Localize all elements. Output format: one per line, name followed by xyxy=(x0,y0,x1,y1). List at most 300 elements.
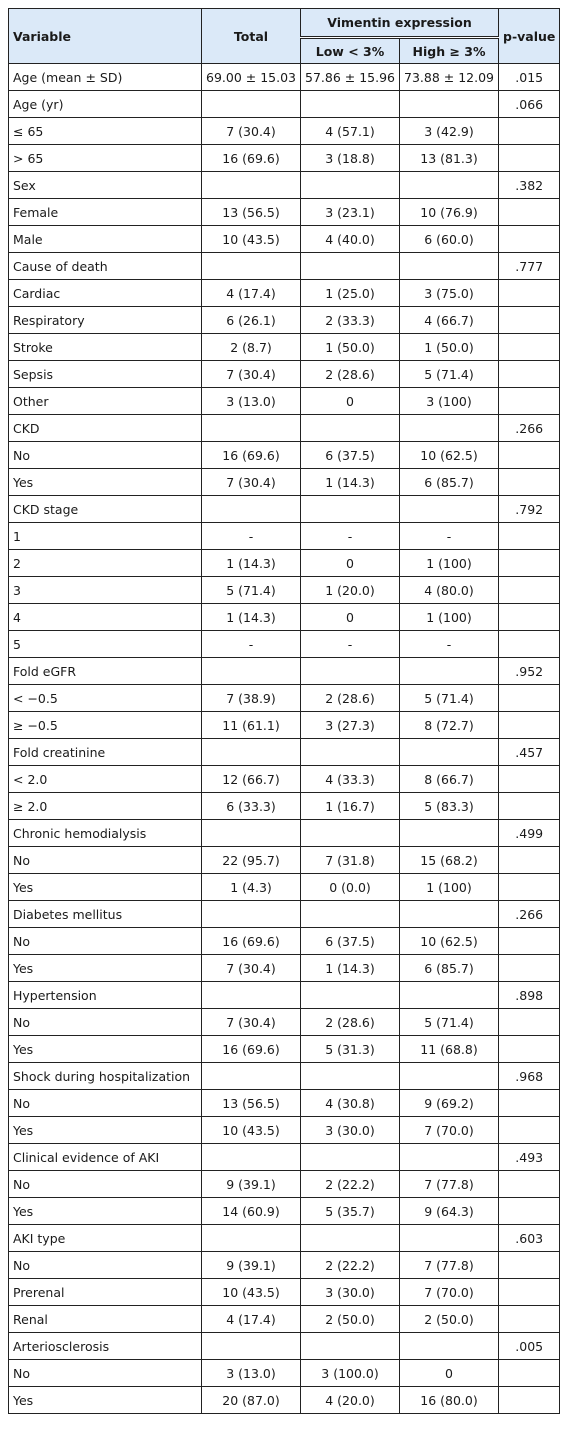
cell-low xyxy=(301,739,400,766)
cell-p-value xyxy=(499,928,560,955)
table-row xyxy=(9,550,560,577)
table-row xyxy=(9,928,560,955)
cell-low: 1 (50.0) xyxy=(301,334,400,361)
cell-low: 2 (22.2) xyxy=(301,1171,400,1198)
cell-total xyxy=(202,1333,301,1360)
cell-p-value xyxy=(499,226,560,253)
cell-high: 9 (69.2) xyxy=(400,1090,499,1117)
header-low: Low < 3% xyxy=(301,38,400,64)
table-row xyxy=(9,469,560,496)
cell-p-value xyxy=(499,1252,560,1279)
table-row xyxy=(9,1333,560,1360)
cell-p-value xyxy=(499,631,560,658)
cell-p-value xyxy=(499,1360,560,1387)
cell-total: 14 (60.9) xyxy=(202,1198,301,1225)
cell-p-value xyxy=(499,1306,560,1333)
cell-total: 10 (43.5) xyxy=(202,1279,301,1306)
cell-total: 16 (69.6) xyxy=(202,928,301,955)
cell-low: 4 (20.0) xyxy=(301,1387,400,1414)
cell-total: 10 (43.5) xyxy=(202,226,301,253)
header-vimentin-expression: Vimentin expression xyxy=(301,9,499,38)
cell-high: 3 (75.0) xyxy=(400,280,499,307)
cell-low: 4 (30.8) xyxy=(301,1090,400,1117)
cell-p-value xyxy=(499,766,560,793)
cell-low: 6 (37.5) xyxy=(301,928,400,955)
cell-low: 1 (16.7) xyxy=(301,793,400,820)
cell-high: 8 (66.7) xyxy=(400,766,499,793)
cell-p-value: .777 xyxy=(499,253,560,280)
cell-p-value: .952 xyxy=(499,658,560,685)
cell-low: - xyxy=(301,631,400,658)
cell-variable: Hypertension xyxy=(9,982,202,1009)
table-row xyxy=(9,955,560,982)
cell-high: 2 (50.0) xyxy=(400,1306,499,1333)
cell-p-value xyxy=(499,847,560,874)
cell-high xyxy=(400,982,499,1009)
cell-variable: No xyxy=(9,847,202,874)
table-row xyxy=(9,604,560,631)
cell-total: 7 (30.4) xyxy=(202,955,301,982)
cell-variable: Male xyxy=(9,226,202,253)
cell-low: 6 (37.5) xyxy=(301,442,400,469)
table-row xyxy=(9,874,560,901)
header-total: Total xyxy=(202,9,301,64)
cell-high: 1 (50.0) xyxy=(400,334,499,361)
cell-low: 0 xyxy=(301,388,400,415)
cell-total: 16 (69.6) xyxy=(202,442,301,469)
cell-high: 8 (72.7) xyxy=(400,712,499,739)
cell-p-value xyxy=(499,685,560,712)
cell-total: 4 (17.4) xyxy=(202,1306,301,1333)
cell-variable: Shock during hospitalization xyxy=(9,1063,202,1090)
cell-low: 1 (14.3) xyxy=(301,469,400,496)
cell-high: 3 (42.9) xyxy=(400,118,499,145)
cell-p-value xyxy=(499,1279,560,1306)
cell-variable: Yes xyxy=(9,955,202,982)
cell-p-value: .266 xyxy=(499,415,560,442)
cell-high: 6 (85.7) xyxy=(400,955,499,982)
cell-p-value: .015 xyxy=(499,64,560,91)
table-row xyxy=(9,118,560,145)
cell-variable: Clinical evidence of AKI xyxy=(9,1144,202,1171)
cell-high: 6 (85.7) xyxy=(400,469,499,496)
cell-variable: Diabetes mellitus xyxy=(9,901,202,928)
cell-low: - xyxy=(301,523,400,550)
table-row xyxy=(9,1117,560,1144)
cell-low: 2 (28.6) xyxy=(301,361,400,388)
cell-low xyxy=(301,1333,400,1360)
cell-low: 2 (28.6) xyxy=(301,685,400,712)
table-row xyxy=(9,658,560,685)
cell-total: 11 (61.1) xyxy=(202,712,301,739)
cell-high xyxy=(400,1333,499,1360)
table-row xyxy=(9,199,560,226)
cell-low: 0 xyxy=(301,604,400,631)
table-row xyxy=(9,631,560,658)
cell-variable: Yes xyxy=(9,469,202,496)
cell-variable: Arteriosclerosis xyxy=(9,1333,202,1360)
cell-high: 11 (68.8) xyxy=(400,1036,499,1063)
cell-total: 2 (8.7) xyxy=(202,334,301,361)
cell-total xyxy=(202,253,301,280)
cell-p-value xyxy=(499,307,560,334)
cell-p-value xyxy=(499,442,560,469)
cell-p-value xyxy=(499,874,560,901)
cell-variable: Fold eGFR xyxy=(9,658,202,685)
header-high: High ≥ 3% xyxy=(400,38,499,64)
cell-total xyxy=(202,91,301,118)
cell-high: 5 (83.3) xyxy=(400,793,499,820)
cell-high: 7 (77.8) xyxy=(400,1171,499,1198)
cell-p-value: .005 xyxy=(499,1333,560,1360)
cell-low: 2 (22.2) xyxy=(301,1252,400,1279)
table-row xyxy=(9,1387,560,1414)
header-p-value: p-value xyxy=(499,9,560,64)
cell-variable: Age (yr) xyxy=(9,91,202,118)
cell-low: 7 (31.8) xyxy=(301,847,400,874)
cell-low xyxy=(301,91,400,118)
cell-high: 0 xyxy=(400,1360,499,1387)
cell-low xyxy=(301,901,400,928)
cell-high: 9 (64.3) xyxy=(400,1198,499,1225)
table-row xyxy=(9,766,560,793)
cell-p-value xyxy=(499,199,560,226)
table-row xyxy=(9,712,560,739)
cell-low: 5 (31.3) xyxy=(301,1036,400,1063)
cell-variable: Cause of death xyxy=(9,253,202,280)
header-variable: Variable xyxy=(9,9,202,64)
cell-low: 0 xyxy=(301,550,400,577)
cell-high: 16 (80.0) xyxy=(400,1387,499,1414)
cell-high: 7 (77.8) xyxy=(400,1252,499,1279)
cell-p-value: .457 xyxy=(499,739,560,766)
cell-high xyxy=(400,91,499,118)
cell-high xyxy=(400,820,499,847)
cell-variable: No xyxy=(9,928,202,955)
cell-low: 3 (30.0) xyxy=(301,1117,400,1144)
cell-total: 12 (66.7) xyxy=(202,766,301,793)
cell-variable: 1 xyxy=(9,523,202,550)
cell-total: 4 (17.4) xyxy=(202,280,301,307)
cell-low: 3 (100.0) xyxy=(301,1360,400,1387)
table-row xyxy=(9,307,560,334)
cell-variable: Yes xyxy=(9,1198,202,1225)
cell-variable: ≤ 65 xyxy=(9,118,202,145)
cell-variable: Renal xyxy=(9,1306,202,1333)
cell-total: 9 (39.1) xyxy=(202,1171,301,1198)
cell-p-value: .968 xyxy=(499,1063,560,1090)
cell-total: 69.00 ± 15.03 xyxy=(202,64,301,91)
cell-high: 5 (71.4) xyxy=(400,1009,499,1036)
cell-variable: Sepsis xyxy=(9,361,202,388)
cell-total: 1 (14.3) xyxy=(202,550,301,577)
cell-variable: No xyxy=(9,1009,202,1036)
cell-p-value xyxy=(499,793,560,820)
cell-low: 1 (20.0) xyxy=(301,577,400,604)
cell-low: 2 (50.0) xyxy=(301,1306,400,1333)
cell-variable: Female xyxy=(9,199,202,226)
cell-variable: 4 xyxy=(9,604,202,631)
table-row xyxy=(9,982,560,1009)
table-row xyxy=(9,496,560,523)
cell-total: - xyxy=(202,523,301,550)
cell-total: 16 (69.6) xyxy=(202,1036,301,1063)
table-row xyxy=(9,1198,560,1225)
cell-high: 1 (100) xyxy=(400,604,499,631)
cell-total: 5 (71.4) xyxy=(202,577,301,604)
cell-high xyxy=(400,172,499,199)
cell-total xyxy=(202,496,301,523)
data-table xyxy=(8,8,560,1414)
cell-total xyxy=(202,1225,301,1252)
cell-variable: Chronic hemodialysis xyxy=(9,820,202,847)
table-row xyxy=(9,901,560,928)
cell-variable: Cardiac xyxy=(9,280,202,307)
cell-p-value xyxy=(499,361,560,388)
cell-low: 3 (27.3) xyxy=(301,712,400,739)
cell-p-value xyxy=(499,550,560,577)
table-row xyxy=(9,172,560,199)
cell-high: 5 (71.4) xyxy=(400,685,499,712)
cell-variable: No xyxy=(9,442,202,469)
cell-low xyxy=(301,820,400,847)
cell-high xyxy=(400,1063,499,1090)
cell-high: 4 (80.0) xyxy=(400,577,499,604)
cell-total: 10 (43.5) xyxy=(202,1117,301,1144)
cell-variable: Yes xyxy=(9,874,202,901)
cell-high xyxy=(400,496,499,523)
cell-high xyxy=(400,1225,499,1252)
table-row xyxy=(9,523,560,550)
cell-total xyxy=(202,820,301,847)
cell-high: 7 (70.0) xyxy=(400,1117,499,1144)
cell-total xyxy=(202,1063,301,1090)
table-row xyxy=(9,1063,560,1090)
cell-low: 0 (0.0) xyxy=(301,874,400,901)
cell-low: 3 (23.1) xyxy=(301,199,400,226)
cell-p-value xyxy=(499,1117,560,1144)
cell-low xyxy=(301,253,400,280)
cell-variable: No xyxy=(9,1171,202,1198)
cell-variable: 3 xyxy=(9,577,202,604)
table-row xyxy=(9,820,560,847)
table-row xyxy=(9,1306,560,1333)
cell-p-value xyxy=(499,388,560,415)
cell-high: 10 (62.5) xyxy=(400,928,499,955)
cell-low: 5 (35.7) xyxy=(301,1198,400,1225)
cell-p-value xyxy=(499,1090,560,1117)
cell-high: 5 (71.4) xyxy=(400,361,499,388)
table-row xyxy=(9,280,560,307)
cell-low xyxy=(301,496,400,523)
cell-total: - xyxy=(202,631,301,658)
cell-p-value xyxy=(499,1009,560,1036)
cell-total: 7 (30.4) xyxy=(202,1009,301,1036)
table-row xyxy=(9,253,560,280)
cell-p-value xyxy=(499,1198,560,1225)
cell-high: 13 (81.3) xyxy=(400,145,499,172)
cell-total: 9 (39.1) xyxy=(202,1252,301,1279)
cell-variable: CKD stage xyxy=(9,496,202,523)
table-body xyxy=(9,64,560,1414)
table-row xyxy=(9,577,560,604)
cell-p-value xyxy=(499,523,560,550)
cell-low xyxy=(301,415,400,442)
table-row xyxy=(9,91,560,118)
cell-total xyxy=(202,415,301,442)
table-header xyxy=(9,9,560,64)
cell-p-value xyxy=(499,145,560,172)
cell-high xyxy=(400,253,499,280)
cell-variable: No xyxy=(9,1252,202,1279)
table-row xyxy=(9,361,560,388)
table-row xyxy=(9,685,560,712)
cell-high xyxy=(400,415,499,442)
table-row xyxy=(9,1144,560,1171)
cell-p-value xyxy=(499,577,560,604)
table-row xyxy=(9,1009,560,1036)
cell-variable: Yes xyxy=(9,1117,202,1144)
cell-variable: AKI type xyxy=(9,1225,202,1252)
cell-low xyxy=(301,1225,400,1252)
table-row xyxy=(9,1225,560,1252)
cell-variable: Stroke xyxy=(9,334,202,361)
cell-total xyxy=(202,658,301,685)
table-row xyxy=(9,1360,560,1387)
cell-p-value xyxy=(499,1387,560,1414)
cell-variable: 5 xyxy=(9,631,202,658)
cell-total: 1 (4.3) xyxy=(202,874,301,901)
cell-p-value xyxy=(499,712,560,739)
cell-variable: No xyxy=(9,1090,202,1117)
table-row xyxy=(9,442,560,469)
cell-p-value: .499 xyxy=(499,820,560,847)
cell-high: 6 (60.0) xyxy=(400,226,499,253)
table-row xyxy=(9,793,560,820)
cell-variable: Other xyxy=(9,388,202,415)
cell-high xyxy=(400,901,499,928)
table-row xyxy=(9,847,560,874)
cell-variable: Respiratory xyxy=(9,307,202,334)
cell-high: - xyxy=(400,523,499,550)
cell-variable: No xyxy=(9,1360,202,1387)
cell-variable: Prerenal xyxy=(9,1279,202,1306)
cell-variable: < 2.0 xyxy=(9,766,202,793)
cell-high xyxy=(400,1144,499,1171)
cell-total xyxy=(202,901,301,928)
cell-low xyxy=(301,658,400,685)
cell-variable: Sex xyxy=(9,172,202,199)
cell-p-value xyxy=(499,1171,560,1198)
cell-total xyxy=(202,982,301,1009)
cell-high xyxy=(400,739,499,766)
cell-variable: 2 xyxy=(9,550,202,577)
cell-low xyxy=(301,1144,400,1171)
cell-low: 4 (57.1) xyxy=(301,118,400,145)
cell-high: 73.88 ± 12.09 xyxy=(400,64,499,91)
cell-high: 1 (100) xyxy=(400,874,499,901)
cell-low: 3 (18.8) xyxy=(301,145,400,172)
table-row xyxy=(9,1279,560,1306)
cell-variable: Yes xyxy=(9,1387,202,1414)
table-row xyxy=(9,226,560,253)
cell-variable: Age (mean ± SD) xyxy=(9,64,202,91)
table-row xyxy=(9,1252,560,1279)
cell-low: 3 (30.0) xyxy=(301,1279,400,1306)
table-row xyxy=(9,739,560,766)
cell-total: 6 (26.1) xyxy=(202,307,301,334)
cell-p-value xyxy=(499,469,560,496)
cell-variable: > 65 xyxy=(9,145,202,172)
cell-p-value: .792 xyxy=(499,496,560,523)
cell-p-value: .898 xyxy=(499,982,560,1009)
cell-variable: < −0.5 xyxy=(9,685,202,712)
cell-low: 2 (33.3) xyxy=(301,307,400,334)
table-row xyxy=(9,1171,560,1198)
cell-total: 13 (56.5) xyxy=(202,1090,301,1117)
cell-total xyxy=(202,172,301,199)
cell-high: 7 (70.0) xyxy=(400,1279,499,1306)
cell-low: 1 (14.3) xyxy=(301,955,400,982)
cell-high: - xyxy=(400,631,499,658)
cell-low: 4 (40.0) xyxy=(301,226,400,253)
cell-total: 22 (95.7) xyxy=(202,847,301,874)
cell-p-value xyxy=(499,955,560,982)
cell-p-value: .603 xyxy=(499,1225,560,1252)
cell-total: 6 (33.3) xyxy=(202,793,301,820)
table-row xyxy=(9,388,560,415)
cell-p-value xyxy=(499,334,560,361)
table-row xyxy=(9,1090,560,1117)
cell-total: 13 (56.5) xyxy=(202,199,301,226)
cell-total: 7 (30.4) xyxy=(202,469,301,496)
cell-total xyxy=(202,1144,301,1171)
table-row xyxy=(9,334,560,361)
cell-low xyxy=(301,1063,400,1090)
cell-variable: Fold creatinine xyxy=(9,739,202,766)
cell-low xyxy=(301,982,400,1009)
cell-high xyxy=(400,658,499,685)
cell-p-value: .493 xyxy=(499,1144,560,1171)
cell-total: 7 (38.9) xyxy=(202,685,301,712)
cell-low: 2 (28.6) xyxy=(301,1009,400,1036)
cell-high: 4 (66.7) xyxy=(400,307,499,334)
table-row xyxy=(9,64,560,91)
cell-total: 3 (13.0) xyxy=(202,1360,301,1387)
table-row xyxy=(9,145,560,172)
table-row xyxy=(9,415,560,442)
cell-high: 10 (62.5) xyxy=(400,442,499,469)
cell-high: 3 (100) xyxy=(400,388,499,415)
cell-p-value xyxy=(499,280,560,307)
header-row-top xyxy=(9,9,560,38)
cell-total: 1 (14.3) xyxy=(202,604,301,631)
cell-variable: CKD xyxy=(9,415,202,442)
cell-low: 57.86 ± 15.96 xyxy=(301,64,400,91)
cell-p-value: .266 xyxy=(499,901,560,928)
cell-variable: ≥ −0.5 xyxy=(9,712,202,739)
cell-p-value xyxy=(499,1036,560,1063)
cell-variable: Yes xyxy=(9,1036,202,1063)
cell-high: 1 (100) xyxy=(400,550,499,577)
cell-p-value: .382 xyxy=(499,172,560,199)
table-row xyxy=(9,1036,560,1063)
cell-low: 4 (33.3) xyxy=(301,766,400,793)
cell-low xyxy=(301,172,400,199)
cell-total: 3 (13.0) xyxy=(202,388,301,415)
cell-total: 7 (30.4) xyxy=(202,118,301,145)
cell-total: 16 (69.6) xyxy=(202,145,301,172)
